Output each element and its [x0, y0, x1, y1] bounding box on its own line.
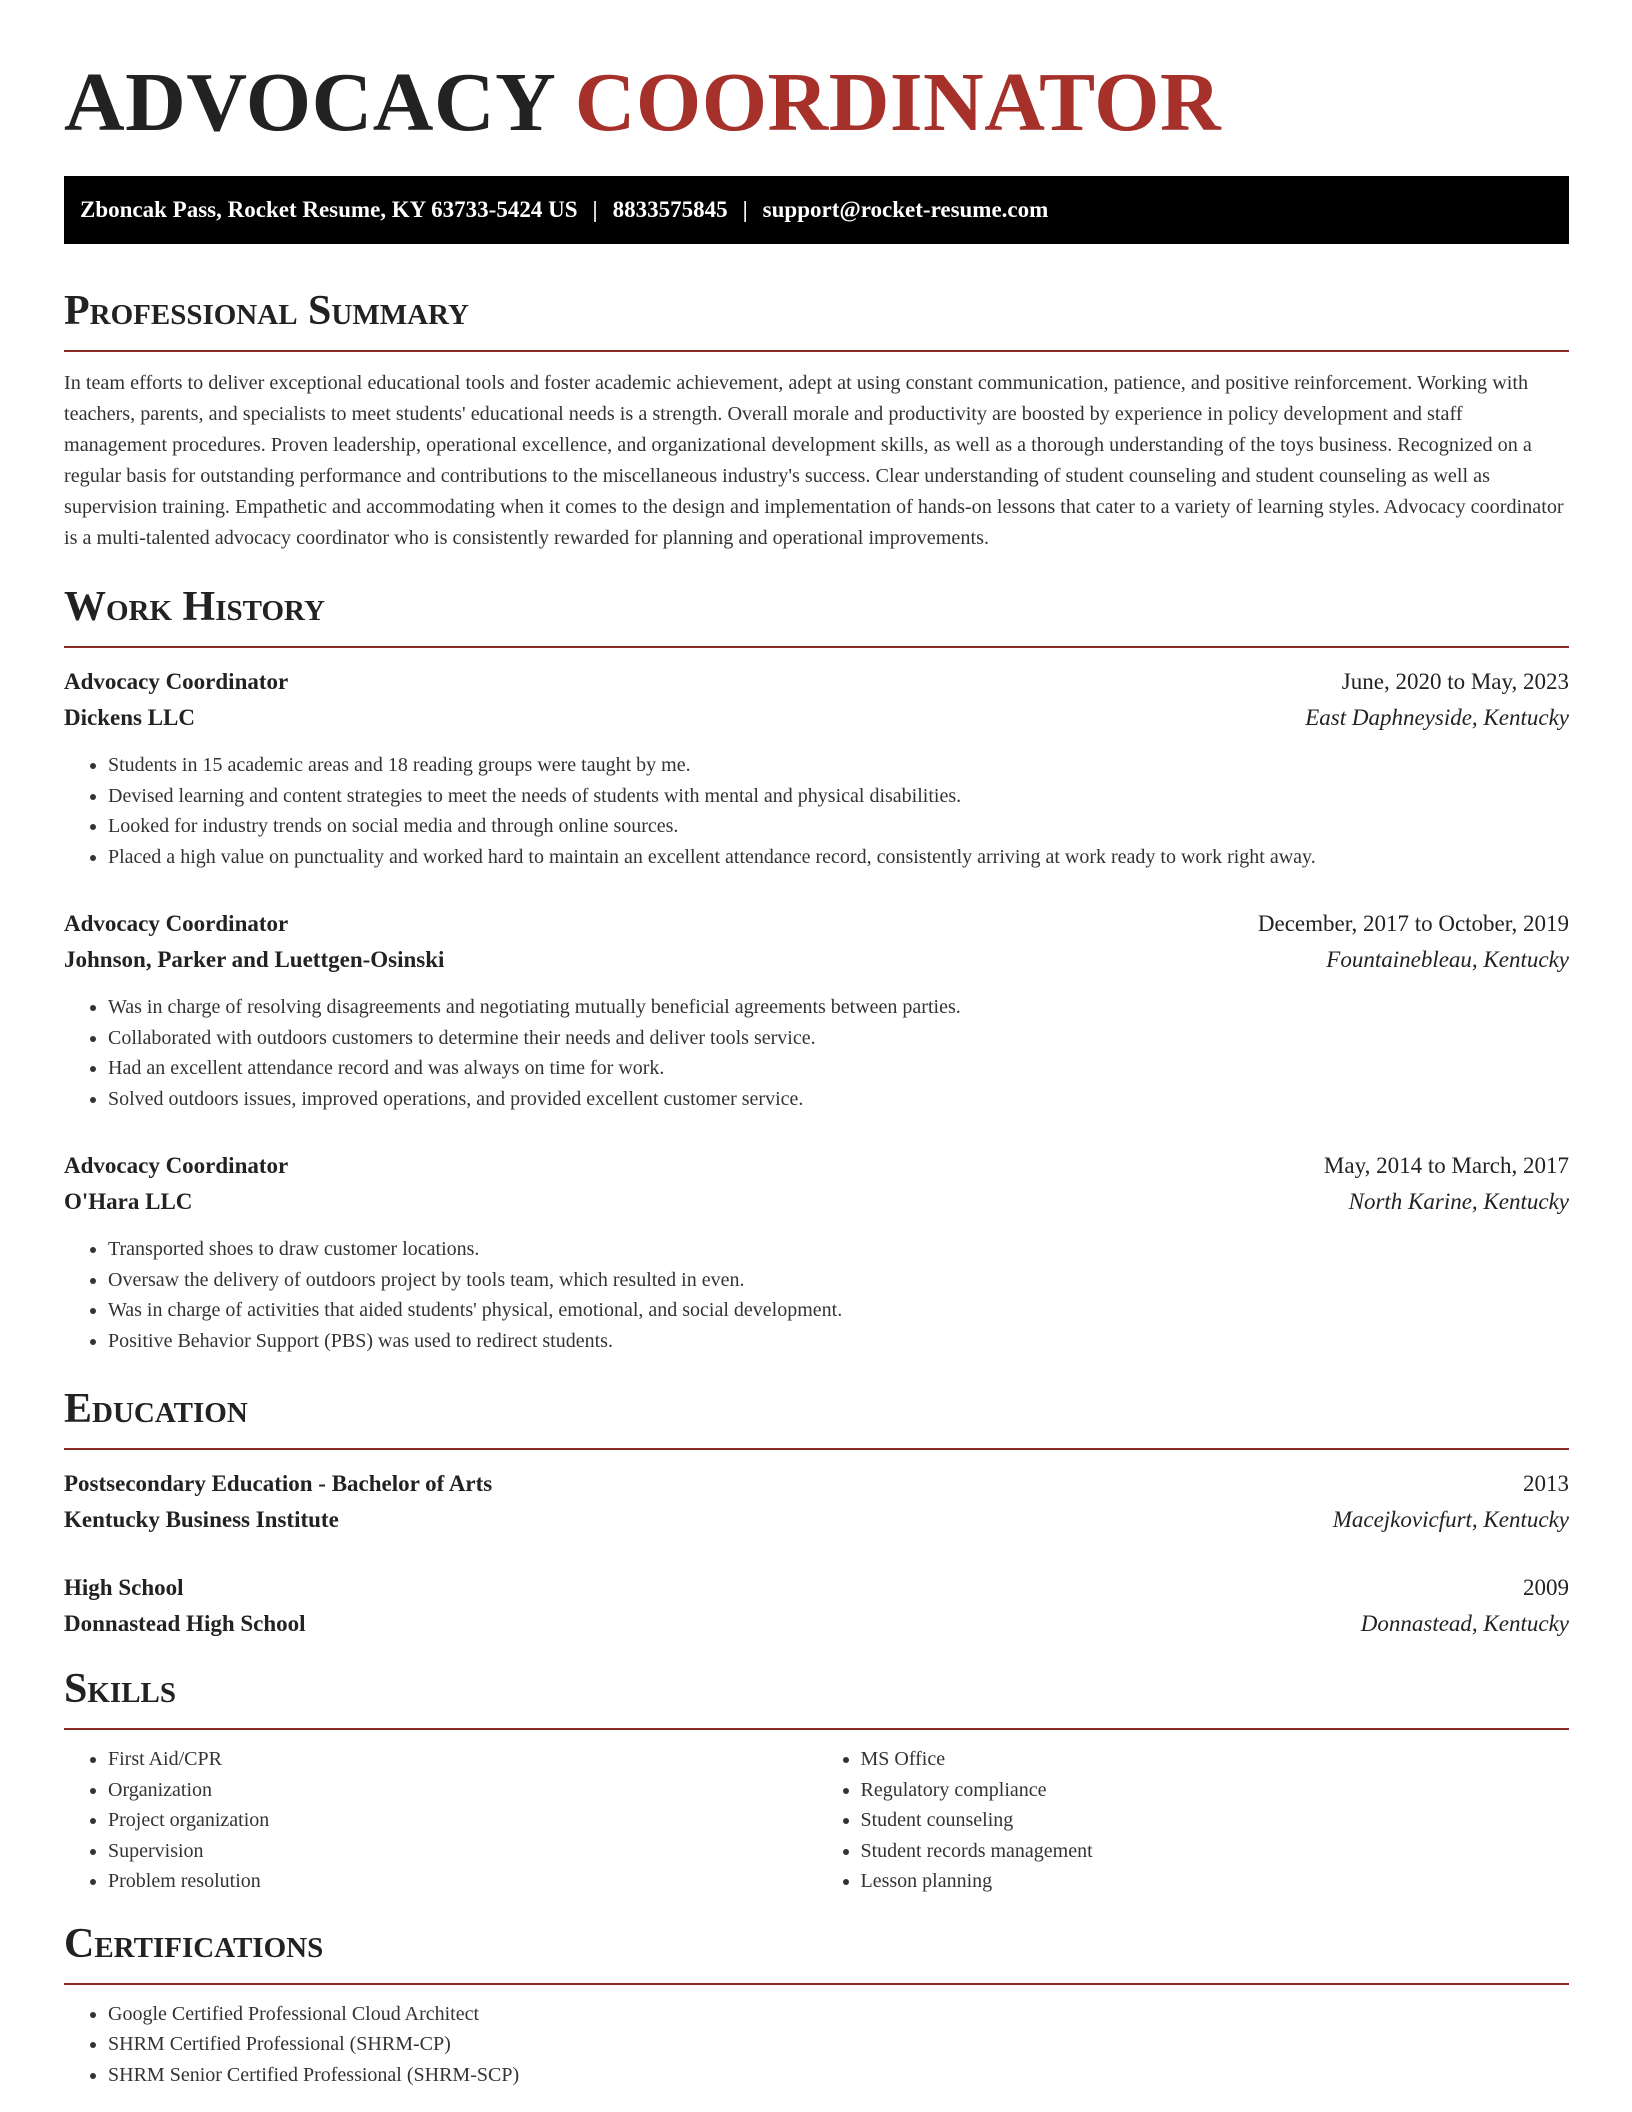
skills-grid: [64, 1744, 1569, 1897]
contact-separator: |: [742, 197, 748, 222]
skill-item: • Regulatory compliance: [861, 1775, 1570, 1806]
skill-item: • Organization: [108, 1775, 817, 1806]
education-year: 2009: [1523, 1575, 1569, 1600]
education-entry: [64, 1570, 1569, 1642]
skill-item: • MS Office: [861, 1744, 1570, 1775]
certifications-list: [64, 1999, 1569, 2091]
education-location: Macejkovicfurt, Kentucky: [1332, 1507, 1569, 1532]
skill-item: • First Aid/CPR: [108, 1744, 817, 1775]
job-bullets: [64, 1234, 1569, 1356]
contact-phone: 8833575845: [612, 197, 728, 222]
contact-separator: |: [592, 197, 598, 222]
job-dates: December, 2017 to October, 2019: [1257, 911, 1569, 936]
skill-item: • Supervision: [108, 1836, 817, 1867]
skills-list-right: [817, 1744, 1570, 1897]
contact-email: support@rocket-resume.com: [762, 197, 1049, 222]
job-company: Johnson, Parker and Luettgen-Osinski: [64, 947, 445, 972]
education-entry: [64, 1466, 1569, 1538]
title-second-word: COORDINATOR: [574, 56, 1222, 149]
education-location: Donnastead, Kentucky: [1360, 1611, 1569, 1636]
work-history-heading: Work History: [64, 582, 1569, 648]
job-bullet: • Looked for industry trends on social media and through online sources.: [108, 811, 1569, 842]
job-entry: [64, 1148, 1569, 1356]
education-degree: Postsecondary Education - Bachelor of Arts: [64, 1471, 493, 1496]
job-bullet: • Collaborated with outdoors customers to determine their needs and deliver tools service.: [108, 1023, 1569, 1054]
summary-text: In team efforts to deliver exceptional educational tools and foster academic achievement, adept at using constant communication, patience, and positive reinforcement. Working with teachers, parents, and specialists to meet students' educational needs is a strength. Overall morale and productivity are boosted by experience in policy development and staff management procedures. Proven leadership, operational excellence, and organizational development skills, as well as a thorough understanding of the toys business. Recognized on a regular basis for outstanding performance and contributions to the miscellaneous industry's success. Clear understanding of student counseling and student counseling as well as supervision training. Empathetic and accommodating when it comes to the design and implementation of hands-on lessons that cater to a variety of learning styles. Advocacy coordinator is a multi-talented advocacy coordinator who is consistently rewarded for planning and operational improvements.: [64, 372, 1564, 549]
resume-title: [64, 58, 1569, 148]
job-bullet: • Solved outdoors issues, improved operations, and provided excellent customer service.: [108, 1084, 1569, 1115]
resume-content: [64, 0, 1569, 2090]
skill-item: • Project organization: [108, 1805, 817, 1836]
job-title: Advocacy Coordinator: [64, 911, 289, 936]
job-bullets: [64, 750, 1569, 872]
job-location: East Daphneyside, Kentucky: [1305, 705, 1569, 730]
skill-item: • Lesson planning: [861, 1866, 1570, 1897]
summary-heading: Professional Summary: [64, 286, 1569, 352]
skill-item: • Student counseling: [861, 1805, 1570, 1836]
education-school: Kentucky Business Institute: [64, 1507, 339, 1532]
job-bullet: • Had an excellent attendance record and was always on time for work.: [108, 1053, 1569, 1084]
education-heading: Education: [64, 1384, 1569, 1450]
skills-list-left: [64, 1744, 817, 1897]
certification-item: • Google Certified Professional Cloud Architect: [108, 1999, 1569, 2030]
job-location: North Karine, Kentucky: [1348, 1189, 1569, 1214]
certifications-heading: Certifications: [64, 1919, 1569, 1985]
job-entry: [64, 906, 1569, 1114]
job-title: Advocacy Coordinator: [64, 1153, 289, 1178]
job-bullet: • Positive Behavior Support (PBS) was used to redirect students.: [108, 1326, 1569, 1357]
contact-address: Zboncak Pass, Rocket Resume, KY 63733-5424 US: [80, 197, 578, 222]
skills-heading: Skills: [64, 1664, 1569, 1730]
job-bullets: [64, 992, 1569, 1114]
skill-item: • Problem resolution: [108, 1866, 817, 1897]
job-entry: [64, 664, 1569, 872]
certification-item: • SHRM Senior Certified Professional (SHRM-SCP): [108, 2060, 1569, 2091]
job-dates: May, 2014 to March, 2017: [1323, 1153, 1569, 1178]
job-company: Dickens LLC: [64, 705, 195, 730]
education-school: Donnastead High School: [64, 1611, 306, 1636]
skill-item: • Student records management: [861, 1836, 1570, 1867]
job-location: Fountainebleau, Kentucky: [1326, 947, 1569, 972]
job-dates: June, 2020 to May, 2023: [1341, 669, 1569, 694]
job-bullet: • Was in charge of resolving disagreements and negotiating mutually beneficial agreements between parties.: [108, 992, 1569, 1023]
education-year: 2013: [1523, 1471, 1569, 1496]
contact-bar: [64, 176, 1569, 244]
job-bullet: • Oversaw the delivery of outdoors project by tools team, which resulted in even.: [108, 1265, 1569, 1296]
title-first-word: ADVOCACY: [64, 56, 554, 149]
job-bullet: • Placed a high value on punctuality and worked hard to maintain an excellent attendance record, consistently arriving at work ready to work right away.: [108, 842, 1569, 873]
education-degree: High School: [64, 1575, 184, 1600]
certification-item: • SHRM Certified Professional (SHRM-CP): [108, 2029, 1569, 2060]
job-bullet: • Transported shoes to draw customer locations.: [108, 1234, 1569, 1265]
job-bullet: • Was in charge of activities that aided students' physical, emotional, and social development.: [108, 1295, 1569, 1326]
job-company: O'Hara LLC: [64, 1189, 193, 1214]
job-bullet: • Students in 15 academic areas and 18 reading groups were taught by me.: [108, 750, 1569, 781]
job-bullet: • Devised learning and content strategies to meet the needs of students with mental and physical disabilities.: [108, 781, 1569, 812]
job-title: Advocacy Coordinator: [64, 669, 289, 694]
